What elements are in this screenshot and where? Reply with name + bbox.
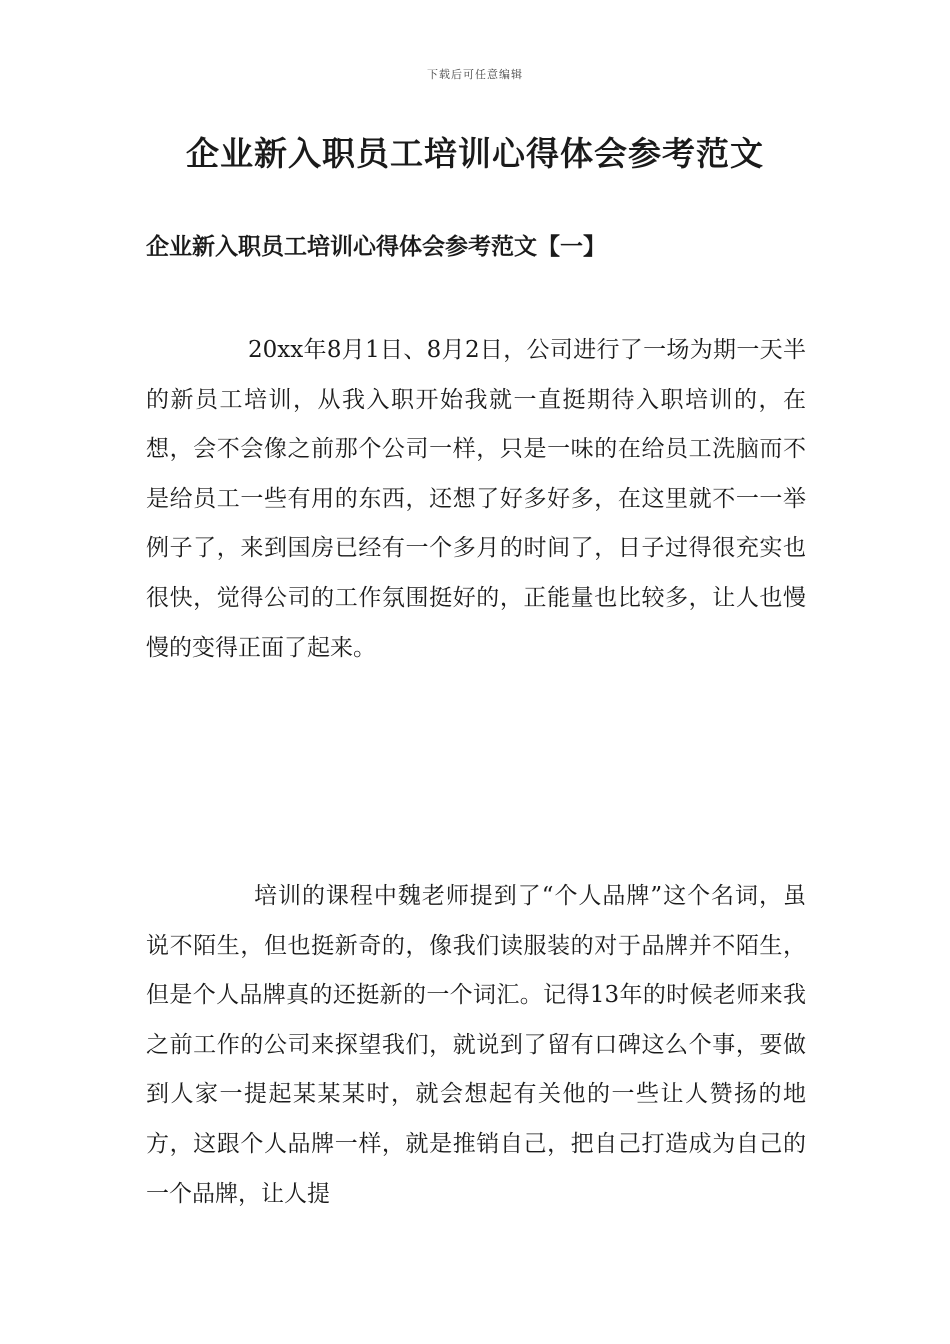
body-paragraph-1: 20xx年8月1日、8月2日，公司进行了一场为期一天半的新员工培训，从我入职开始我就一直挺期待入职培训的，在想，会不会像之前那个公司一样，只是一味的在给员工洗脑而不是给员工一些有用的东西，还想了好多好多，在这里就不一一举例子了，来到国房已经有一个多月的时间了，日子过得很充实也很快，觉得公司的工作氛围挺好的，正能量也比较多，让人也慢慢的变得正面了起来。 (146, 337, 806, 661)
body-paragraph-2: 培训的课程中魏老师提到了“个人品牌”这个名词，虽说不陌生，但也挺新奇的，像我们读服装的对于品牌并不陌生，但是个人品牌真的还挺新的一个词汇。记得13年的时候老师来我之前工作的公司来探望我们，就说到了留有口碑这么个事，要做到人家一提起某某某时，就会想起有关他的一些让人赞扬的地方，这跟个人品牌一样，就是推销自己，把自己打造成为自己的一个品牌，让人提 (146, 883, 806, 1207)
section-heading: 企业新入职员工培训心得体会参考范文【一】 (146, 233, 606, 260)
download-note: 下载后可任意编辑 (427, 68, 523, 81)
document-title: 企业新入职员工培训心得体会参考范文 (186, 134, 764, 173)
